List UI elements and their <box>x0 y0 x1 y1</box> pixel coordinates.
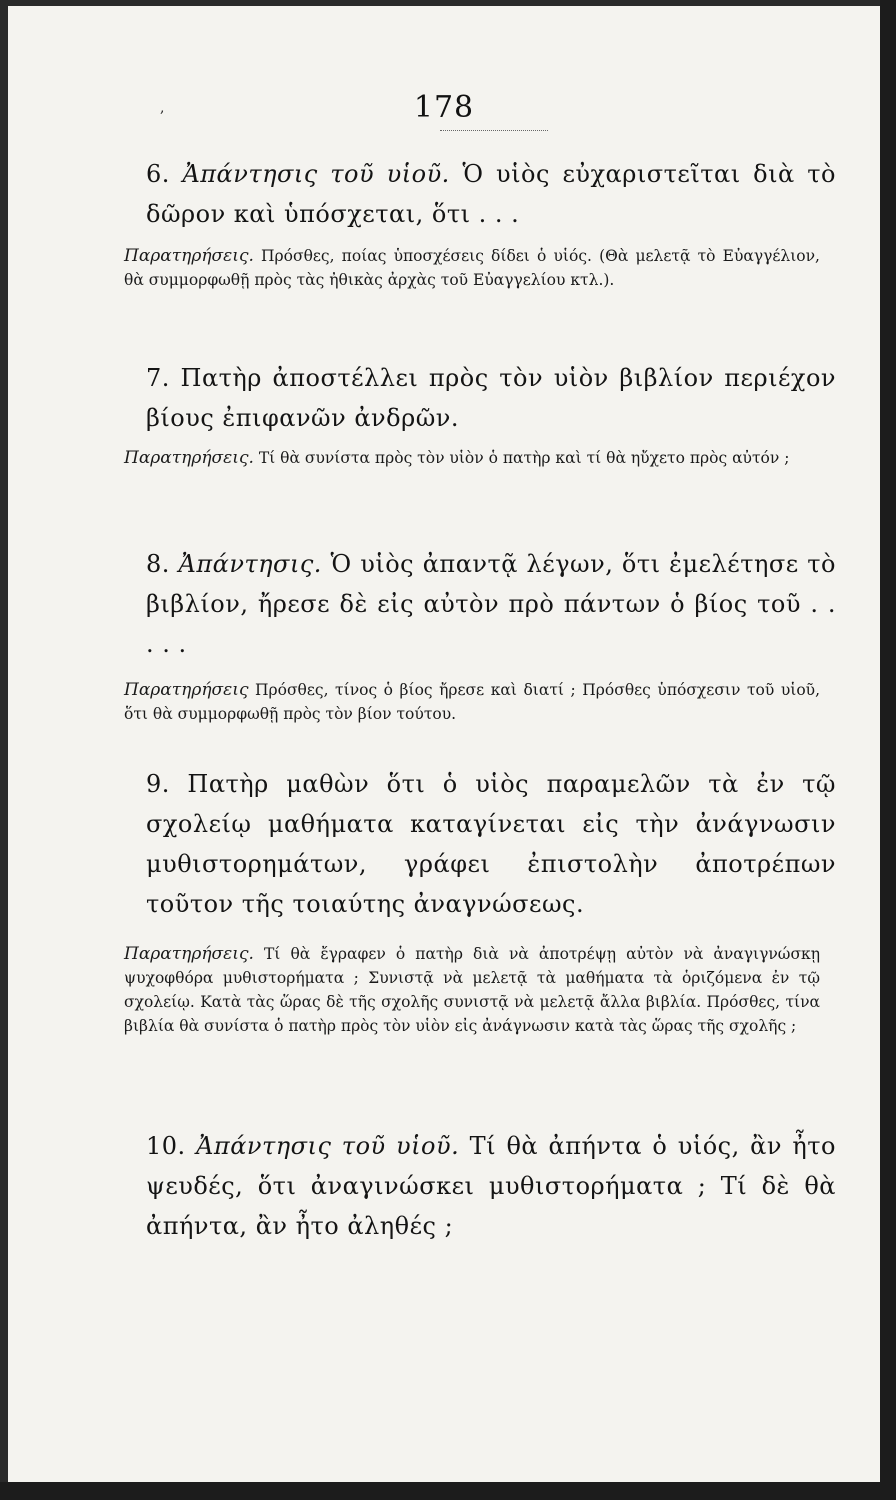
notes-7 <box>124 446 820 470</box>
exercise-heading: Ἀπάντησις τοῦ υἱοῦ. <box>196 1132 460 1160</box>
notes-label: Παρατηρήσεις <box>124 680 249 700</box>
notes-label: Παρατηρήσεις. <box>124 246 254 266</box>
notes-text: Πρόσθες, τίνος ὁ βίος ἤρεσε καὶ διατί ; Πρόσθες ὑπόσχεσιν τοῦ υἱοῦ, ὅτι θὰ συμμορφωθῇ πρὸς τὸν βίον τούτου. <box>124 681 820 723</box>
exercise-text: Πατὴρ ἀποστέλλει πρὸς τὸν υἱὸν βιβλίον περιέχον βίους ἐπιφανῶν ἀνδρῶν. <box>146 364 836 432</box>
notes-text: Τί θὰ ἔγραφεν ὁ πατὴρ διὰ νὰ ἀποτρέψῃ αὐτὸν νὰ ἀναγιγνώσκῃ ψυχοφθόρα μυθιστορήματα ; Συνιστᾷ νὰ μελετᾷ τὰ μαθήματα τὰ ὁριζόμενα ἐν τῷ σχολείῳ. Κατὰ τὰς ὥρας δὲ τῆς σχολῆς συνιστᾷ νὰ μελετᾷ ἄλλα βιβλία. Πρόσθες, τίνα βιβλία θὰ συνίστα ὁ πατὴρ πρὸς τὸν υἱὸν εἰς ἀνάγνωσιν κατὰ τὰς ὥρας τῆς σχολῆς ; <box>124 945 820 1035</box>
exercise-number: 6. <box>146 160 170 188</box>
exercise-6 <box>146 154 836 234</box>
exercise-number: 7. <box>146 364 170 392</box>
exercise-text: Ὁ υἱὸς ἀπαντᾷ λέγων, ὅτι ἐμελέτησε τὸ βιβλίον, ἤρεσε δὲ εἰς αὐτὸν πρὸ πάντων ὁ βίος τοῦ . . . . . <box>146 550 836 658</box>
exercise-number: 9. <box>146 770 170 798</box>
exercise-heading: Ἀπάντησις τοῦ υἱοῦ. <box>182 160 450 188</box>
printer-mark: , <box>160 100 165 116</box>
scan-edge-right <box>880 0 896 1500</box>
notes-label: Παρατηρήσεις. <box>124 944 254 964</box>
exercise-number: 10. <box>146 1132 186 1160</box>
notes-label: Παρατηρήσεις. <box>124 448 254 468</box>
exercise-7 <box>146 358 836 438</box>
exercise-10 <box>146 1126 836 1246</box>
page-number-rule <box>440 130 548 131</box>
exercise-heading: Ἀπάντησις. <box>178 550 322 578</box>
book-page <box>8 6 880 1482</box>
page-number: 178 <box>413 90 475 125</box>
exercise-text: Τί θὰ ἀπήντα ὁ υἱός, ἂν ἦτο ψευδές, ὅτι ἀναγινώσκει μυθιστορήματα ; Τί δὲ θὰ ἀπήντα, ἂν ἦτο ἀληθές ; <box>146 1132 836 1240</box>
notes-6 <box>124 244 820 292</box>
exercise-9 <box>146 764 836 924</box>
notes-text: Πρόσθες, ποίας ὑποσχέσεις δίδει ὁ υἱός. (Θὰ μελετᾷ τὸ Εὐαγγέλιον, θὰ συμμορφωθῇ πρὸς τὰς ἠθικὰς ἀρχὰς τοῦ Εὐαγγελίου κτλ.). <box>124 247 820 289</box>
notes-9 <box>124 942 820 1038</box>
exercise-text: Ὁ υἱὸς εὐχαριστεῖται διὰ τὸ δῶρον καὶ ὑπόσχεται, ὅτι . . . <box>146 160 836 228</box>
scan-edge-bottom <box>0 1482 896 1500</box>
exercise-number: 8. <box>146 550 170 578</box>
notes-text: Τί θὰ συνίστα πρὸς τὸν υἱὸν ὁ πατὴρ καὶ τί θὰ ηὔχετο πρὸς αὐτόν ; <box>258 449 790 467</box>
exercise-text: Πατὴρ μαθὼν ὅτι ὁ υἱὸς παραμελῶν τὰ ἐν τῷ σχολείῳ μαθήματα καταγίνεται εἰς τὴν ἀνάγνωσιν μυθιστορημάτων, γράφει ἐπιστολὴν ἀποτρέπων τοῦτον τῆς τοιαύτης ἀναγνώσεως. <box>146 770 836 918</box>
notes-8 <box>124 678 820 726</box>
exercise-8 <box>146 544 836 664</box>
